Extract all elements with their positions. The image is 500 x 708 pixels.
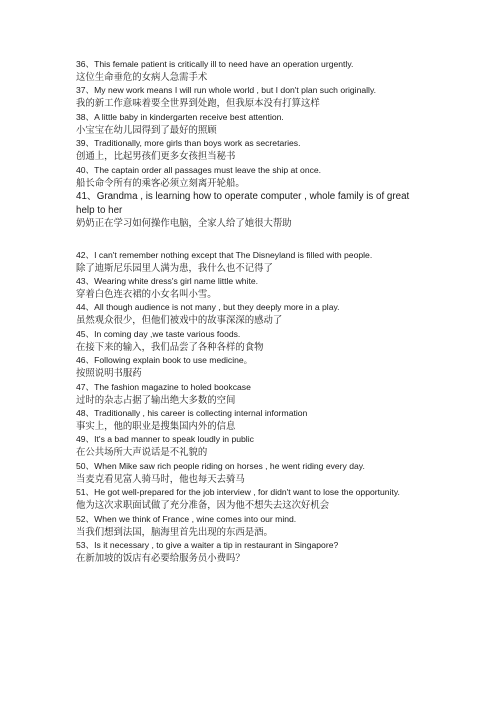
english-sentence: 51、He got well-prepared for the job interview , for didn't want to lose the opportunity. (76, 487, 400, 498)
english-sentence: 46、Following explain book to use medicine。 (76, 355, 253, 366)
chinese-translation: 在接下来的输入，我们品尝了各种各样的食物 (76, 341, 264, 353)
list-item-49 (76, 433, 426, 459)
english-sentence: 41、Grandma , is learning how to operate computer , whole family is of great help to her (76, 191, 410, 216)
english-sentence: 50、When Mike saw rich people riding on horses , he went riding every day. (76, 460, 365, 471)
chinese-translation: 我的新工作意味着要全世界到处跑，但我原本没有打算这样 (76, 98, 320, 110)
chinese-translation: 小宝宝在幼儿园得到了最好的照顾 (76, 124, 217, 136)
chinese-translation: 在公共场所大声说话是不礼貌的 (76, 447, 208, 459)
sentence-list (76, 58, 426, 566)
english-sentence: 49、It's a bad manner to speak loudly in public (76, 434, 254, 445)
chinese-translation: 穿着白色连衣裙的小女名叫小雪。 (76, 289, 217, 301)
list-item-47 (76, 381, 426, 407)
english-sentence: 44、All though audience is not many , but they deeply more in a play. (76, 302, 340, 313)
list-item-48 (76, 407, 426, 433)
list-item-41 (76, 190, 426, 231)
list-item-42 (76, 249, 426, 275)
chinese-translation: 这位生命垂危的女病人急需手术 (76, 72, 208, 83)
chinese-translation: 虽然观众很少，但他们被戏中的故事深深的感动了 (76, 315, 283, 327)
list-item-51 (76, 486, 426, 512)
english-sentence: 53、Is it necessary , to give a waiter a tip in restaurant in Singapore? (76, 540, 339, 551)
list-item-53 (76, 539, 426, 565)
english-sentence: 36、This female patient is critically ill to need have an operation urgently. (76, 59, 354, 69)
chinese-translation: 当麦克看见富人骑马时，他也每天去骑马 (76, 473, 245, 485)
chinese-translation: 创通上，比起男孩们更多女孩担当秘书 (76, 151, 236, 163)
chinese-translation: 除了迪斯尼乐园里人满为患，我什么也不记得了 (76, 262, 273, 274)
list-item-44 (76, 301, 426, 327)
chinese-translation: 在新加坡的饭店有必要给服务员小费吗？ (76, 553, 245, 565)
chinese-translation: 船长命令所有的乘客必须立刻离开轮船。 (76, 177, 245, 189)
english-sentence: 45、In coming day ,we taste various foods. (76, 328, 241, 339)
chinese-translation: 过时的杂志占据了输出绝大多数的空间 (76, 394, 236, 406)
list-item-39 (76, 137, 426, 163)
paragraph-gap (76, 231, 426, 249)
english-sentence: 48、Traditionally , his career is collecting internal information (76, 408, 308, 419)
list-item-37 (76, 84, 426, 110)
english-sentence: 37、My new work means I will run whole world , but I don't plan such originally. (76, 85, 377, 96)
list-item-50 (76, 460, 426, 486)
list-item-52 (76, 513, 426, 539)
list-item-36 (76, 58, 426, 84)
list-item-46 (76, 354, 426, 380)
chinese-translation: 当我们想到法国，脑海里首先出现的东西是酒。 (76, 526, 273, 538)
list-item-45 (76, 328, 426, 354)
english-sentence: 43、Wearing white dress's girl name little white. (76, 276, 259, 287)
english-sentence: 39、Traditionally, more girls than boys work as secretaries. (76, 138, 301, 149)
list-item-40 (76, 164, 426, 190)
english-sentence: 38、A little baby in kindergarten receive best attention. (76, 111, 284, 122)
list-item-43 (76, 275, 426, 301)
english-sentence: 42、I can't remember nothing except that The Disneyland is filled with people. (76, 249, 373, 260)
chinese-translation: 奶奶正在学习如何操作电脑，全家人给了她很大帮助 (76, 218, 292, 230)
english-sentence: 47、The fashion magazine to holed bookcase (76, 381, 251, 392)
english-sentence: 40、The captain order all passages must leave the ship at once. (76, 164, 322, 175)
list-item-38 (76, 111, 426, 137)
chinese-translation: 事实上，他的职业是搜集国内外的信息 (76, 421, 236, 433)
chinese-translation: 他为这次求职面试做了充分准备，因为他不想失去这次好机会 (76, 500, 330, 512)
english-sentence: 52、When we think of France , wine comes into our mind. (76, 513, 297, 524)
chinese-translation: 按照说明书服药 (76, 368, 142, 380)
